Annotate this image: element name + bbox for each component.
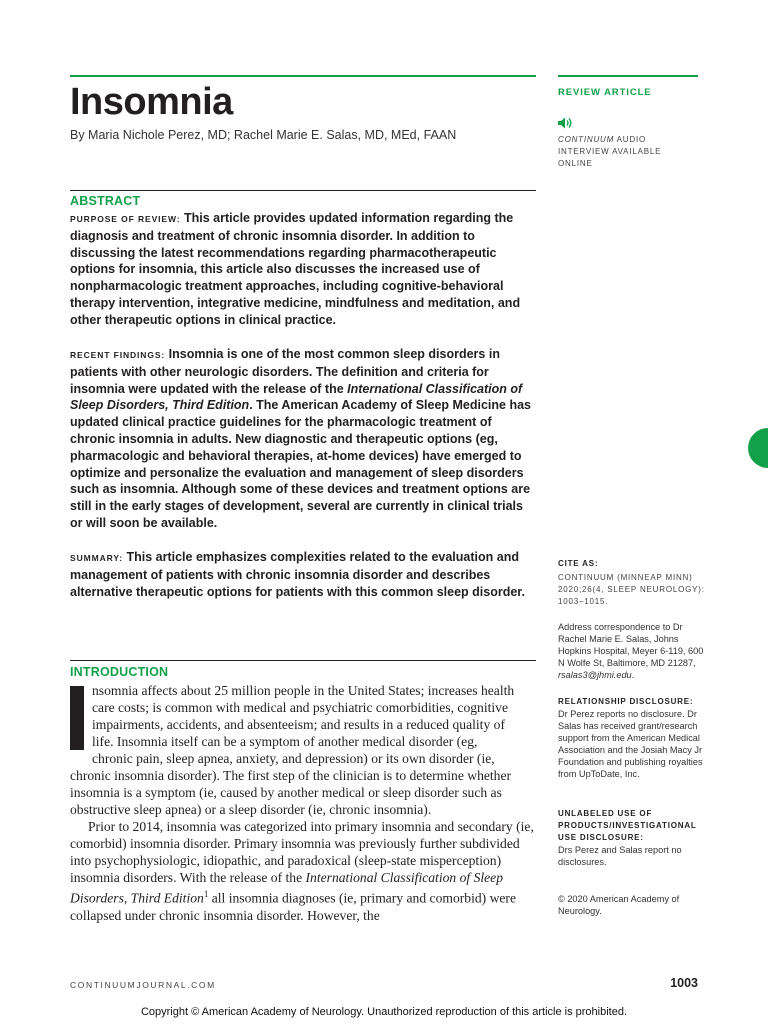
sidebar-copyright: © 2020 American Academy of Neurology. bbox=[558, 894, 680, 916]
intro-p1-indented bbox=[92, 682, 538, 767]
sidebar-cite bbox=[558, 558, 708, 608]
page-number: 1003 bbox=[670, 976, 698, 990]
correspondence-email[interactable]: rsalas3@jhmi.edu bbox=[558, 670, 632, 680]
purpose-label: PURPOSE OF REVIEW: bbox=[70, 214, 181, 224]
unlabeled-label: UNLABELED USE OF PRODUCTS/INVESTIGATIONAL USE DISCLOSURE: bbox=[558, 809, 697, 842]
intro-p2 bbox=[70, 818, 536, 924]
abstract-rule bbox=[70, 190, 536, 191]
article-authors: By Maria Nichole Perez, MD; Rachel Marie E. Salas, MD, MEd, FAAN bbox=[70, 128, 457, 142]
audio-line1: AUDIO bbox=[614, 135, 647, 144]
sidebar-correspondence bbox=[558, 621, 708, 681]
unlabeled-text: Drs Perez and Salas report no disclosures. bbox=[558, 845, 682, 867]
intro-line: nsomnia affects about 25 million people in the United States; increases health bbox=[92, 683, 515, 698]
audio-interview-note[interactable] bbox=[558, 134, 661, 170]
findings-label: RECENT FINDINGS: bbox=[70, 350, 166, 360]
top-rule-side bbox=[558, 75, 698, 77]
cite-label: CITE AS: bbox=[558, 559, 599, 568]
intro-line: chronic pain, sleep apnea, anxiety, and depression) or its own disorder (ie, bbox=[92, 751, 495, 766]
review-article-label: REVIEW ARTICLE bbox=[558, 87, 652, 98]
introduction-rule bbox=[70, 660, 536, 661]
audio-line3: ONLINE bbox=[558, 159, 593, 168]
top-rule-main bbox=[70, 75, 536, 77]
intro-p2-citation[interactable]: 1 bbox=[203, 889, 209, 899]
abstract-summary bbox=[70, 549, 536, 600]
purpose-text: This article provides updated information regarding the diagnosis and treatment of chronic insomnia disorder. In addition to discussing the latest recommendations regarding pharmacotherapeutic options for insomnia, this article also discusses the increased use of nonpharmacologic treatment approaches, including cognitive-behavioral therapy intervention, integrative medicine, mindfulness and meditation, and other therapeutic options in clinical practice. bbox=[70, 211, 521, 327]
sidebar-relationship bbox=[558, 696, 708, 780]
intro-line: care costs; is common with medical and psychiatric comorbidities, cognitive bbox=[92, 700, 509, 715]
audio-brand: CONTINUUM bbox=[558, 135, 615, 144]
intro-p2-b: all insomnia diagnoses (ie, primary and comorbid) were collapsed under chronic insomnia disorder. However, the bbox=[70, 890, 516, 923]
journal-url[interactable]: CONTINUUMJOURNAL.COM bbox=[70, 980, 216, 990]
drop-cap-i bbox=[70, 686, 84, 750]
summary-label: SUMMARY: bbox=[70, 553, 123, 563]
correspondence-text: Address correspondence to Dr Rachel Marie E. Salas, Johns Hopkins Hospital, Meyer 6-119, 600 N Wolfe St, Baltimore, MD 21287, bbox=[558, 622, 704, 668]
intro-line: life. Insomnia itself can be a symptom of another medical disorder (eg, bbox=[92, 734, 478, 749]
sidebar-unlabeled bbox=[558, 808, 708, 868]
abstract-findings bbox=[70, 346, 536, 532]
intro-p1-rest: chronic insomnia disorder). The first step of the clinician is to determine whether insomnia is a symptom (ie, caused by another medical or sleep disorder such as obstructive sleep apnea) or a sleep disorder (ie, chronic insomnia). bbox=[70, 768, 512, 817]
section-tab-marker bbox=[748, 428, 768, 468]
findings-text-a: Insomnia is one of the most common sleep disorders in patients with other neurologic disorders. The definition and criteria for insomnia were updated with the release of the bbox=[70, 347, 500, 396]
speaker-icon[interactable] bbox=[557, 116, 573, 130]
relationship-text: Dr Perez reports no disclosure. Dr Salas has received grant/research support from the American Medical Association and the Josiah Macy Jr Foundation and publishing royalties from UpToDate, Inc. bbox=[558, 709, 703, 779]
cite-text: CONTINUUM (MINNEAP MINN) 2020;26(4, SLEEP NEUROLOGY): 1003–1015. bbox=[558, 573, 705, 606]
abstract-purpose bbox=[70, 210, 536, 329]
summary-text: This article emphasizes complexities related to the evaluation and management of patients with chronic insomnia disorder and describes alternative therapeutic options for patients with this common sleep disorder. bbox=[70, 550, 525, 599]
correspondence-end: . bbox=[631, 670, 635, 680]
introduction-heading: INTRODUCTION bbox=[70, 665, 169, 679]
findings-italic: International Classification of Sleep Disorders, Third Edition bbox=[70, 381, 523, 413]
intro-line: impairments, accidents, and absenteeism; and results in a reduced quality of bbox=[92, 717, 505, 732]
abstract-heading: ABSTRACT bbox=[70, 194, 141, 208]
audio-line2: INTERVIEW AVAILABLE bbox=[558, 147, 662, 156]
article-title: Insomnia bbox=[70, 81, 233, 123]
findings-text-b: . The American Academy of Sleep Medicine has updated clinical practice guidelines for the pharmacologic treatment of chronic insomnia in adults. New diagnostic and therapeutic options (eg, pharmacologic and behavioral therapies, at-home devices) have emerged to optimize and personalize the evaluation and management of sleep disorders such as insomnia. Although some of these devices and treatment options are still in the early stages of development, several are currently in clinical trials or will soon be available. bbox=[70, 398, 532, 530]
intro-p2-a: Prior to 2014, insomnia was categorized into primary insomnia and secondary (ie, comorbid) insomnia disorder. Primary insomnia was previously further subdivided into psychophysiologic, idiopathic, and paradoxical (sleep-state misperception) insomnia disorders. With the release of the bbox=[70, 819, 534, 885]
copyright-notice: Copyright © American Academy of Neurology. Unauthorized reproduction of this article is prohibited. bbox=[140, 1006, 628, 1018]
intro-p2-italic: International Classification of Sleep Disorders, Third Edition bbox=[70, 870, 504, 906]
relationship-label: RELATIONSHIP DISCLOSURE: bbox=[558, 697, 694, 706]
